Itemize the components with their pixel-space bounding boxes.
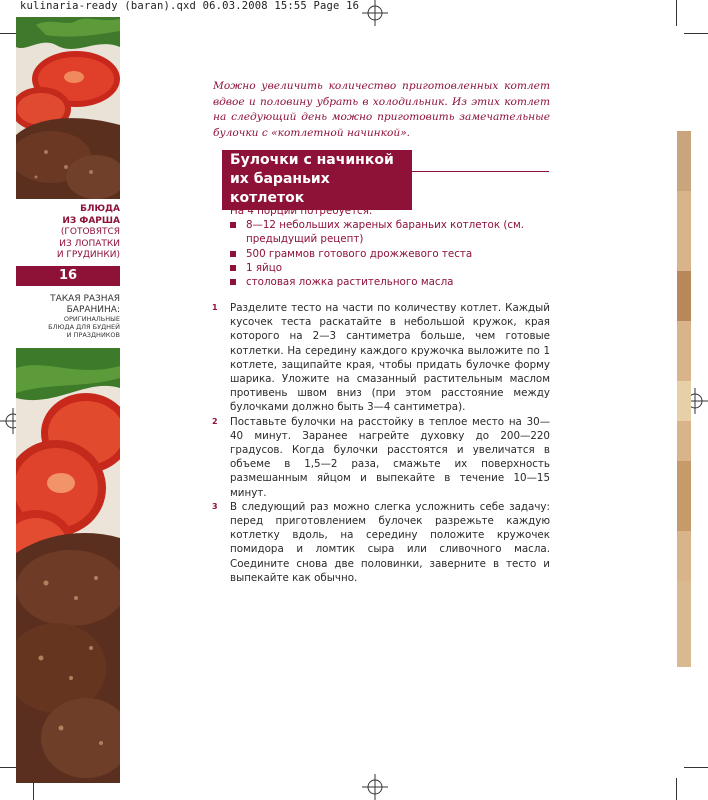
ingredient-text: 500 граммов готового дрожжевого теста xyxy=(246,247,473,260)
book-subtitle-small: И ПРАЗДНИКОВ xyxy=(66,331,120,339)
recipe-step xyxy=(212,500,550,585)
ingredient-item xyxy=(230,218,552,246)
book-subtitle-line: ТАКАЯ РАЗНАЯ xyxy=(50,294,120,304)
crop-mark xyxy=(676,778,677,800)
registration-mark-bottom xyxy=(362,774,388,800)
ingredient-item xyxy=(230,275,552,289)
section-label-line: И ГРУДИНКИ) xyxy=(56,250,120,260)
recipe-title-line: их бараньих котлеток xyxy=(230,171,330,206)
book-subtitle-small: БЛЮДА ДЛЯ БУДНЕЙ xyxy=(48,323,120,331)
crop-mark xyxy=(0,767,16,768)
food-photo-bottom xyxy=(16,348,120,783)
book-subtitle-small: ОРИГИНАЛЬНЫЕ xyxy=(63,315,120,323)
section-label-line: (ГОТОВЯТСЯ xyxy=(60,227,120,237)
recipe-steps xyxy=(212,301,550,585)
ingredient-text: 1 яйцо xyxy=(246,261,283,274)
step-number: 2 xyxy=(212,416,218,426)
section-label-line: ИЗ ФАРША xyxy=(62,215,120,226)
section-label-line: ИЗ ЛОПАТКИ xyxy=(59,238,120,249)
square-bullet-icon xyxy=(230,265,236,271)
printer-slug: kulinaria-ready (baran).qxd 06.03.2008 15:55 Page 16 xyxy=(20,0,360,12)
square-bullet-icon xyxy=(230,251,236,257)
ingredient-item xyxy=(230,247,552,261)
crop-mark xyxy=(676,0,677,26)
recipe-step xyxy=(212,415,550,500)
registration-mark-top xyxy=(362,0,388,26)
book-subtitle xyxy=(16,294,120,339)
recipe-title xyxy=(222,150,412,210)
recipe-step xyxy=(212,301,550,415)
ingredient-text: 8—12 небольших жареных бараньих котлеток (см. предыдущий рецепт) xyxy=(246,219,525,246)
recipe-title-line: Булочки с начинкой xyxy=(230,152,394,168)
step-number: 3 xyxy=(212,501,218,511)
book-subtitle-line: БАРАНИНА: xyxy=(66,304,120,315)
step-text: В следующий раз можно слегка усложнить себе задачу: перед приготовлением булочек разрежьте каждую котлетку вдоль, на середину положите кружочек помидора и ломтик сыра или сливочного масла. Соедините снова две половинки, заверните в тесто и выпекайте как обычно. xyxy=(230,500,550,584)
step-number: 1 xyxy=(212,303,218,312)
portions-line: На 4 порции потребуется: xyxy=(230,205,373,217)
crop-mark xyxy=(684,33,708,34)
ingredients-list xyxy=(230,218,552,289)
crop-mark xyxy=(0,33,16,34)
step-text: Поставьте булочки на расстойку в теплое место на 30—40 минут. Заранее нагрейте духовку до 200—220 градусов. Когда булочки расстоятся и увеличатся в объеме в 1,5—2 раза, смажьте их поверхность размешанным яйцом и выпекайте в течение 10—15 минут. xyxy=(230,415,550,499)
ingredients-block xyxy=(230,204,552,289)
ingredient-text: столовая ложка растительного масла xyxy=(246,276,454,289)
food-photo-top xyxy=(16,17,120,199)
section-label xyxy=(16,204,120,262)
section-label-line: БЛЮДА xyxy=(80,204,120,214)
ingredient-item xyxy=(230,261,552,275)
intro-paragraph: Можно увеличить количество приготовленных котлет вдвое и половину убрать в холодильник. Из этих котлет на следующий день можно приготовить замечательные булочки с «котлетной начинкой». xyxy=(213,80,550,139)
title-rule xyxy=(410,171,549,172)
food-photo-right-strip xyxy=(677,131,691,667)
square-bullet-icon xyxy=(230,279,236,285)
step-text: Разделите тесто на части по количеству котлет. Каждый кусочек теста раскатайте в небольшой кружок, края которого на 2—3 сантиметра больше, чем готовые котлетки. На середину каждого кружочка выложите по 1 котлете, защипайте края, чтобы придать булочке форму шарика. Уложите на смазанный растительным маслом противень швом вниз (при этом расстояние между булочками должно быть 3—4 сантиметра). xyxy=(230,302,550,414)
square-bullet-icon xyxy=(230,222,236,228)
page-number: 16 xyxy=(16,266,120,286)
crop-mark xyxy=(684,767,708,768)
